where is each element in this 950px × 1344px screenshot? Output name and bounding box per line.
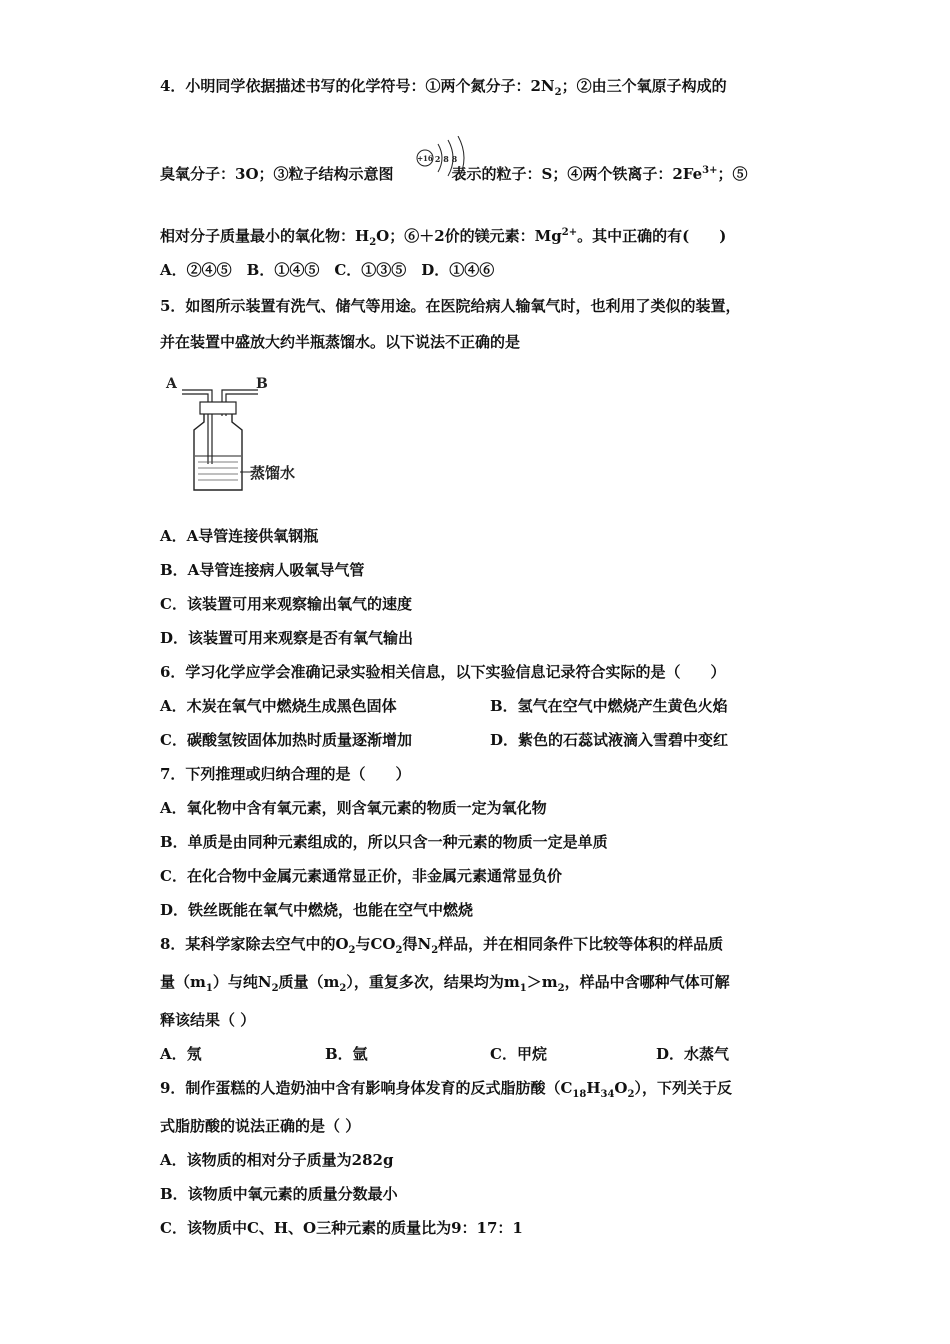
q5-option-a: A．A导管连接供氧钢瓶 [160,527,319,545]
q6-option-a: A．木炭在氧气中燃烧生成黑色固体 [160,697,397,715]
q8-option-a: A．氖 [160,1045,202,1063]
q6-option-c: C．碳酸氢铵固体加热时质量逐渐增加 [160,731,412,749]
q8-stem-1: 8．某科学家除去空气中的$O_2$与$CO_2$得$N_2$样品，并在相同条件下比较等体积的样品质 [160,935,724,956]
q4-line-1: 4．小明同学依据描述书写的化学符号：①两个氮分子：$2N_2$；②由三个氧原子构成的 [160,77,727,98]
q5-option-b: B．A导管连接病人吸氧导气管 [160,561,365,579]
q5-stem-2: 并在装置中盛放大约半瓶蒸馏水。以下说法不正确的是 [160,333,521,351]
q9-option-b: B．该物质中氧元素的质量分数最小 [160,1185,398,1203]
water-label: 蒸馏水 [250,464,296,482]
q4-line-2: 臭氧分子：3O；③粒子结构示意图 表示的粒子：S；④两个铁离子：$2Fe^{3+}$；⑤ [160,165,748,183]
tube-label-b: B [256,376,268,392]
q8-stem-2: 量$(m_1)$与纯$N_2$质量$(m_2)$，重复多次，结果均为$m_1>m_2$，样品中含哪种气体可解 [160,973,730,994]
q6-stem: 6．学习化学应学会准确记录实验相关信息，以下实验信息记录符合实际的是（ ） [160,663,726,681]
atom-nucleus-label: +16 [417,154,433,163]
q7-option-b: B．单质是由同种元素组成的，所以只含一种元素的物质一定是单质 [160,833,608,851]
q9-stem-2: 式脂肪酸的说法正确的是（ ） [160,1117,361,1135]
gas-washing-bottle-figure [160,372,320,496]
q8-option-d: D．水蒸气 [656,1045,730,1063]
q5-stem-1: 5．如图所示装置有洗气、储气等用途。在医院给病人输氧气时，也利用了类似的装置， [160,297,741,315]
tube-label-a: A [166,376,177,392]
atom-structure-diagram [416,136,472,184]
q9-option-c: C．该物质中C、H、O三种元素的质量比为9：17：1 [160,1219,523,1237]
q9-option-a: A．该物质的相对分子质量为282g [160,1151,394,1169]
q8-option-c: C．甲烷 [490,1045,547,1063]
q7-option-a: A．氧化物中含有氧元素，则含氧元素的物质一定为氧化物 [160,799,547,817]
q9-stem-1: 9．制作蛋糕的人造奶油中含有影响身体发育的反式脂肪酸$(C_{18}H_{34}O_2)$，下列关于反 [160,1079,732,1100]
q6-option-b: B．氢气在空气中燃烧产生黄色火焰 [490,697,728,715]
q4-options: A．②④⑤ B．①④⑤ C．①③⑤ D．①④⑥ [160,261,495,279]
q8-stem-3: 释该结果（ ） [160,1011,256,1029]
q6-option-d: D．紫色的石蕊试液滴入雪碧中变红 [490,731,729,749]
q5-option-d: D．该装置可用来观察是否有氧气输出 [160,629,414,647]
q8-option-b: B．氩 [325,1045,368,1063]
q7-option-d: D．铁丝既能在氧气中燃烧，也能在空气中燃烧 [160,901,474,919]
q5-option-c: C．该装置可用来观察输出氧气的速度 [160,595,412,613]
q7-stem: 7．下列推理或归纳合理的是（ ） [160,765,411,783]
atom-shells-label: 2 8 8 [434,154,458,164]
q4-line-3: 相对分子质量最小的氧化物：$H_2O$；⑥＋2价的镁元素：$Mg^{2+}$。其中正确的有( ) [160,227,727,248]
q7-option-c: C．在化合物中金属元素通常显正价，非金属元素通常显负价 [160,867,562,885]
